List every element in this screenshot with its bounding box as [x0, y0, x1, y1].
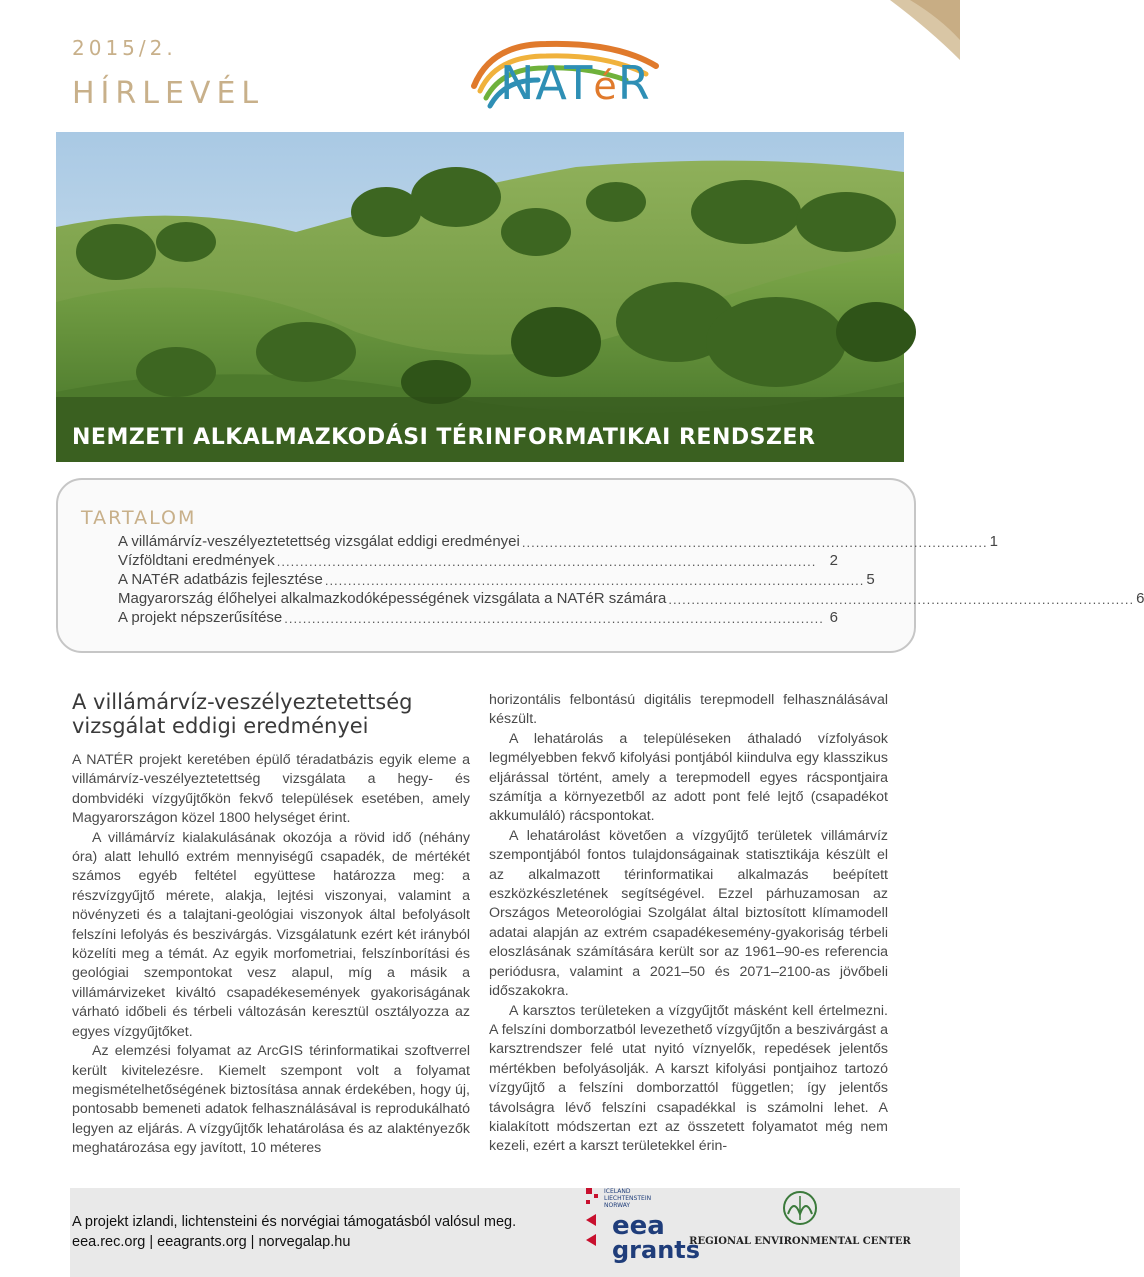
toc-leader-dots: ..................................................................................................................... [284, 611, 824, 626]
footer-links[interactable]: eea.rec.org | eeagrants.org | norvegalap.hu [72, 1234, 351, 1250]
article-column-right [489, 691, 888, 1157]
toc-item[interactable] [118, 550, 838, 569]
grants-word: grants [612, 1236, 701, 1264]
toc-item-label: A projekt népszerűsítése [118, 609, 283, 626]
toc-item-page: 6 [829, 609, 838, 626]
issue-number: 2015/2. [72, 36, 177, 60]
toc-item-page: 6 [1136, 590, 1144, 607]
eea-word: eea [612, 1211, 665, 1241]
logo-text-e: é [593, 64, 618, 108]
toc-item-label: A NATéR adatbázis fejlesztése [118, 571, 323, 588]
toc-leader-dots: ..................................................................................................... [521, 535, 988, 550]
toc-list [118, 531, 1144, 626]
toc-leader-dots: ..................................................................................................... [668, 592, 1135, 607]
article-paragraph: A lehatárolás a településeken áthaladó vízfolyások legmélyebben fekvő kifolyási pontjából kiindulva egy klasszikus eljárással történt, amely a terepmodell egyes rácspontjaira számítja a környezetből az adott pont felé lejtő (csapadékot akkumuláló) rácspontokat. [489, 730, 888, 825]
eea-grants-logo [582, 1186, 701, 1266]
footer-text [72, 1212, 516, 1252]
toc-item[interactable] [118, 588, 1144, 607]
article-paragraph: A lehatárolást követően a vízgyűjtő területek villámárvíz szempontjából fontos tulajdonságainak statisztikája készült el az alkalmazott térinformatikai alkalmazás beépített eszközkészletének segítségével. Ezzel párhuzamosan az Országos Meteorológiai Szolgálat által biztosított klímamodell adatai alapján az extrém csapadékesemény-gyakoriság térbeli eloszlásának számítására került sor az 1961–90-es referencia periódusra, valamint a 2021–50 és 2071–2100-as jövőbeli időszakokra. [489, 827, 888, 1000]
toc-leader-dots: ..................................................................................................................... [276, 554, 817, 569]
toc-item-label: A villámárvíz-veszélyeztetettség vizsgálat eddigi eredményei [118, 533, 520, 550]
hero-title: NEMZETI ALKALMAZKODÁSI TÉRINFORMATIKAI RENDSZER [72, 425, 816, 450]
rec-logo [689, 1188, 911, 1258]
corner-decoration [890, 0, 960, 60]
toc-item-page: 5 [866, 571, 875, 588]
toc-item-page: 2 [829, 552, 838, 569]
toc-item-label: Vízföldtani eredmények [118, 552, 275, 569]
article-paragraph: A NATÉR projekt keretében épülő téradatbázis egyik eleme a villámárvíz-veszélyeztetettség vizsgálata a hegy- és dombvidéki vízgyűjtőkön fekvő települések esetében, amely Magyarországon közel 1800 helységet érint. [72, 752, 470, 827]
hero-landscape-image [56, 132, 904, 462]
eea-country-3: NORWAY [604, 1202, 631, 1209]
footer-funding-note: A projekt izlandi, lichtensteini és norvégiai támogatásból valósul meg. [72, 1214, 517, 1230]
toc-item[interactable] [118, 569, 875, 588]
article-title: A villámárvíz-veszélyeztetettség vizsgálat eddigi eredményei [72, 690, 413, 738]
toc-leader-dots: ..................................................................................................................... [324, 573, 865, 588]
eea-country-2: LIECHTENSTEIN [604, 1195, 652, 1202]
article-paragraph: Az elemzési folyamat az ArcGIS térinformatikai szoftverrel került kivitelezésre. Kiemelt szempont volt a folyamat megismételhetőségének biztosítása annak érdekében, hogy új, pontosabb bemeneti adatok felhasználásával is reprodukálható legyen az eljárás. A vízgyűjtők lehatárolása és az alaktényezők meghatározása egy javított, 10 méteres [72, 1043, 470, 1157]
article-column-left [72, 751, 470, 1159]
article-paragraph: A villámárvíz kialakulásának okozója a rövid idő (néhány óra) alatt lehulló extrém mennyiségű csapadék, de mértékét számos egyéb feltétel együttese határozza meg: a részvízgyűjtő mérete, alakja, lejtési viszonyai, valamint a növényzeti és a talajtani-geológiai viszonyok által befolyásolt felszíni lefolyás és beszivárgás. Vizsgálatunk ezért két irányból közelíti meg a témát. Az egyik morfometriai, felszínborítási és geológiai szempontokat vesz alapul, míg a másik a villámárvizeket kiváltó csapadékesemények gyakoriságának várható időbeli és térbeli változásán keresztül osztályozza az egyes vízgyűjtőket. [72, 829, 470, 1040]
article-paragraph: horizontális felbontású digitális terepmodell felhasználásával készült. [489, 692, 888, 728]
eea-country-1: ICELAND [604, 1188, 631, 1195]
rec-text: REGIONAL ENVIRONMENTAL CENTER [689, 1236, 911, 1247]
article-paragraph: A karsztos területeken a vízgyűjtőt másként kell értelmezni. A felszíni domborzatból levezethető vízgyűjtőn a beszivárgást a karsztrendszer felé utat nyitó víznyelők, repedések jelentős mértékben befolyásolják. A karszt kifolyási pontjaihoz tartozó vízgyűjtő a felszíni domborzattól független; így jelentős távolságra lévő felszíni csapadékkal is számolni lehet. A kialakított módszertan ezt az összetett folyamatot még nem kezeli, ezért a karszt területekkel érin- [489, 1002, 888, 1155]
toc-item[interactable] [118, 607, 838, 626]
logo-text-part1: NAT [500, 56, 594, 110]
toc-item-label: Magyarország élőhelyei alkalmazkodóképességének vizsgálata a NATéR számára [118, 590, 667, 607]
newsletter-title: HÍRLEVÉL [72, 76, 265, 111]
toc-item-page: 1 [989, 533, 998, 550]
toc-heading: TARTALOM [81, 507, 197, 529]
logo-text-part2: R [617, 56, 651, 110]
nater-logo-text [500, 56, 651, 110]
toc-item[interactable] [118, 531, 998, 550]
